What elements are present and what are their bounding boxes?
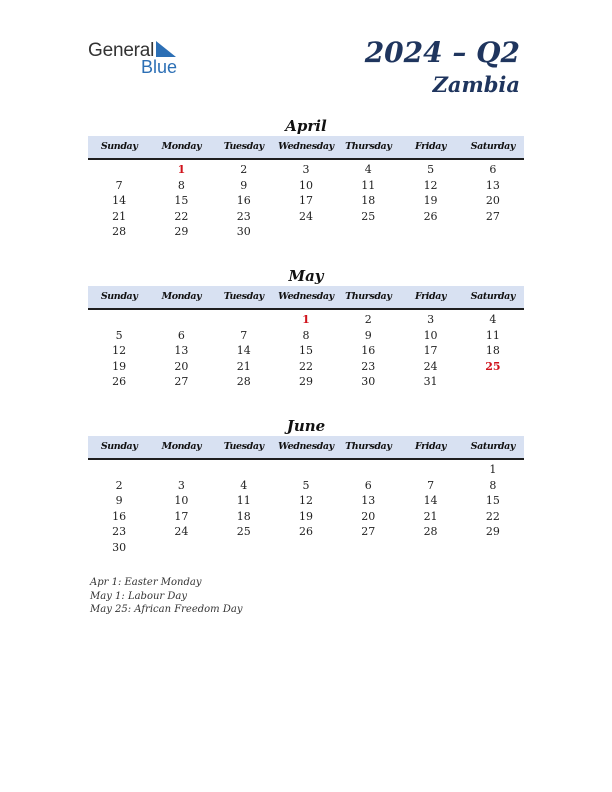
month-april (88, 116, 524, 240)
day-cell: 7 (427, 478, 435, 492)
day-cell: 17 (298, 194, 313, 207)
day-cell: 24 (298, 209, 313, 223)
weekday-label: Thursday (345, 441, 392, 452)
day-cell: 21 (112, 209, 127, 223)
weekday-label: Sunday (100, 141, 138, 152)
day-cell: 14 (236, 344, 251, 357)
holiday-day-cell: 1 (302, 313, 310, 326)
day-cell: 15 (174, 194, 189, 207)
weekday-label: Saturday (470, 441, 516, 452)
day-cell: 23 (361, 359, 376, 373)
weekday-label: Saturday (470, 141, 516, 152)
weekday-label: Thursday (345, 141, 392, 152)
day-cell: 18 (485, 344, 500, 357)
general-blue-logo (88, 40, 188, 76)
day-cell: 26 (298, 525, 313, 538)
day-cell: 31 (423, 375, 438, 388)
day-cell: 11 (485, 328, 500, 342)
day-cell: 11 (361, 178, 376, 192)
day-cell: 13 (361, 494, 376, 507)
day-grid (88, 462, 524, 555)
day-cell: 3 (177, 478, 185, 492)
day-cell: 25 (361, 209, 376, 223)
day-cell: 25 (236, 525, 251, 538)
day-cell: 29 (298, 375, 313, 388)
day-cell: 9 (364, 328, 372, 342)
day-cell: 5 (427, 163, 435, 176)
day-cell: 29 (485, 525, 500, 538)
empty-day-cell (150, 312, 212, 328)
month-name: April (285, 117, 327, 135)
holiday-note: May 25: African Freedom Day (90, 604, 243, 615)
day-grid (88, 162, 524, 240)
day-cell: 19 (112, 359, 127, 373)
day-cell: 27 (174, 375, 189, 388)
day-cell: 2 (364, 313, 372, 326)
weekday-label: Tuesday (223, 441, 264, 452)
weekday-label: Tuesday (223, 291, 264, 302)
title-quarter: 2024 – Q2 (364, 36, 520, 69)
weekday-label: Monday (161, 441, 202, 452)
day-cell: 26 (423, 209, 438, 223)
day-cell: 7 (240, 328, 248, 342)
weekday-header (88, 136, 524, 160)
day-cell: 17 (423, 344, 438, 357)
logo-text-blue: Blue (141, 57, 178, 77)
holiday-note: Apr 1: Easter Monday (90, 577, 202, 588)
day-cell: 12 (298, 494, 313, 507)
month-may (88, 266, 524, 390)
weekday-label: Monday (161, 141, 202, 152)
day-cell: 16 (361, 344, 376, 357)
day-cell: 17 (174, 509, 189, 523)
month-name: May (288, 267, 324, 285)
day-cell: 12 (423, 178, 438, 192)
day-cell: 26 (112, 375, 127, 388)
day-cell: 18 (361, 194, 376, 207)
weekday-header (88, 436, 524, 460)
day-cell: 19 (298, 509, 313, 523)
empty-day-cell (399, 462, 461, 478)
day-cell: 22 (174, 209, 189, 223)
weekday-label: Friday (414, 441, 447, 452)
day-cell: 14 (423, 494, 438, 507)
day-cell: 24 (174, 525, 189, 538)
day-cell: 10 (174, 494, 189, 507)
day-cell: 30 (361, 375, 376, 388)
day-cell: 28 (236, 375, 251, 388)
day-cell: 3 (427, 313, 435, 326)
empty-day-cell (150, 462, 212, 478)
holiday-day-cell: 25 (485, 359, 501, 373)
weekday-label: Monday (161, 291, 202, 302)
day-cell: 4 (364, 163, 372, 176)
weekday-label: Tuesday (223, 141, 264, 152)
day-cell: 2 (115, 478, 123, 492)
holiday-notes (90, 576, 242, 617)
day-cell: 28 (423, 525, 438, 538)
empty-day-cell (213, 462, 275, 478)
weekday-label: Thursday (345, 291, 392, 302)
day-cell: 23 (112, 525, 127, 538)
day-cell: 15 (485, 494, 500, 507)
holiday-day-cell: 1 (177, 163, 186, 176)
day-cell: 30 (112, 540, 127, 554)
day-cell: 21 (423, 509, 438, 523)
day-cell: 16 (236, 194, 251, 207)
day-cell: 13 (174, 344, 189, 357)
weekday-label: Friday (414, 141, 447, 152)
weekday-label: Friday (414, 291, 447, 302)
day-cell: 23 (236, 209, 251, 223)
weekday-label: Wednesday (278, 441, 334, 452)
weekday-label: Sunday (100, 291, 138, 302)
day-cell: 29 (174, 225, 189, 238)
day-cell: 1 (489, 463, 497, 476)
day-cell: 16 (112, 509, 127, 523)
day-cell: 28 (112, 225, 127, 238)
page-title (365, 36, 520, 98)
empty-day-cell (213, 312, 275, 328)
weekday-header (88, 286, 524, 310)
day-cell: 3 (302, 163, 310, 176)
day-cell: 18 (236, 509, 251, 523)
holiday-note: May 1: Labour Day (90, 590, 187, 602)
day-cell: 6 (489, 163, 497, 176)
weekday-label: Wednesday (278, 291, 334, 302)
day-cell: 9 (115, 494, 123, 507)
day-cell: 30 (236, 225, 251, 238)
day-cell: 13 (485, 178, 500, 192)
month-june (88, 416, 524, 555)
day-cell: 24 (423, 359, 438, 373)
day-cell: 8 (489, 478, 497, 492)
logo-text-general: General (88, 40, 155, 61)
day-cell: 7 (115, 178, 123, 192)
title-country: Zambia (432, 72, 520, 97)
day-cell: 20 (174, 359, 189, 373)
day-cell: 27 (485, 209, 500, 223)
day-cell: 11 (236, 494, 251, 507)
day-grid (88, 312, 524, 390)
day-cell: 8 (177, 178, 185, 192)
empty-day-cell (88, 312, 150, 328)
month-name: June (286, 417, 326, 435)
day-cell: 10 (298, 178, 313, 192)
day-cell: 27 (361, 525, 376, 538)
weekday-label: Wednesday (278, 141, 334, 152)
day-cell: 6 (364, 478, 372, 492)
day-cell: 9 (240, 178, 248, 192)
day-cell: 10 (423, 328, 438, 342)
day-cell: 5 (302, 478, 310, 492)
empty-day-cell (275, 462, 337, 478)
weekday-label: Saturday (470, 291, 516, 302)
weekday-label: Sunday (100, 441, 138, 452)
day-cell: 2 (240, 163, 248, 176)
day-cell: 20 (485, 194, 500, 207)
day-cell: 15 (298, 344, 313, 357)
day-cell: 5 (115, 328, 123, 342)
empty-day-cell (337, 462, 399, 478)
day-cell: 22 (485, 509, 500, 523)
day-cell: 4 (240, 478, 248, 492)
day-cell: 14 (112, 194, 127, 207)
day-cell: 20 (361, 509, 376, 523)
day-cell: 12 (112, 344, 127, 357)
day-cell: 6 (177, 328, 185, 342)
day-cell: 4 (489, 313, 497, 326)
day-cell: 8 (302, 328, 310, 342)
day-cell: 22 (298, 359, 313, 373)
day-cell: 21 (236, 359, 251, 373)
day-cell: 19 (423, 194, 438, 207)
empty-day-cell (88, 462, 150, 478)
empty-day-cell (88, 162, 150, 178)
